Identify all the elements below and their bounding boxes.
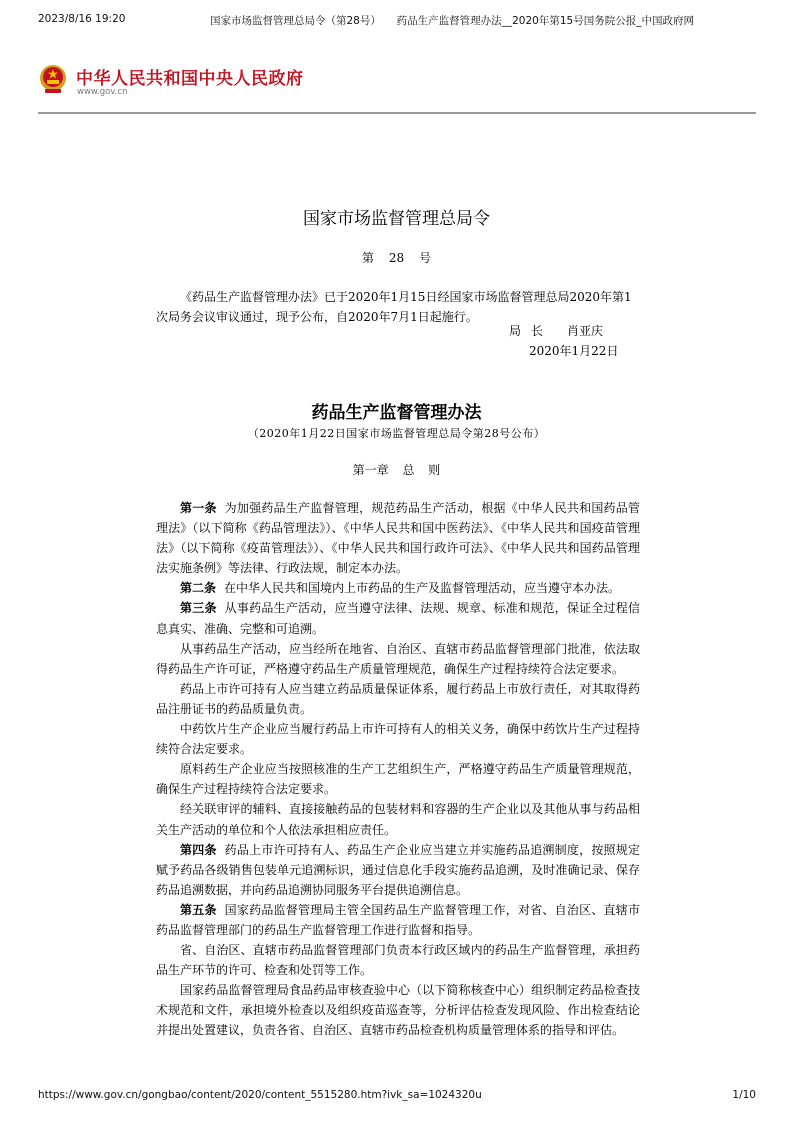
article-paragraph: [156, 578, 640, 598]
article-text: 药品上市许可持有人应当建立药品质量保证体系，履行药品上市放行责任，对其取得药品注册证书的药品质量负责。: [156, 681, 640, 716]
article-paragraph: [156, 980, 640, 1040]
print-url: https://www.gov.cn/gongbao/content/2020/content_5515280.htm?ivk_sa=1024320u: [38, 1089, 482, 1101]
regulation-title: 药品生产监督管理办法: [311, 403, 482, 423]
header-divider: [38, 112, 756, 114]
regulation-subtitle: （2020年1月22日国家市场监督管理总局令第28号公布）: [247, 427, 546, 440]
order-title: 国家市场监督管理总局令: [303, 209, 490, 229]
site-url[interactable]: www.gov.cn: [77, 87, 128, 97]
article-paragraph: [156, 759, 640, 799]
article-text: 为加强药品生产监督管理，规范药品生产活动，根据《中华人民共和国药品管理法》（以下简称《药品管理法》）、《中华人民共和国中医药法》、《中华人民共和国疫苗管理法》（以下简称《疫苗管理法》）、《中华人民共和国行政许可法》、《中华人民共和国药品管理法实施条例》等法律、行政法规，制定本办法。: [156, 501, 640, 576]
article-text: 国家药品监督管理局食品药品审核查验中心（以下简称核查中心）组织制定药品检查技术规范和文件，承担境外检查以及组织疫苗巡查等，分析评估检查发现风险、作出检查结论并提出处置建议，负责各省、自治区、直辖市药品检查机构质量管理体系的指导和评估。: [156, 983, 640, 1038]
article-body: [156, 498, 640, 1041]
article-paragraph: [156, 900, 640, 940]
article-paragraph: [156, 498, 640, 578]
order-number: 第 28 号: [362, 251, 431, 265]
article-label: 第二条: [180, 581, 217, 596]
article-text: 从事药品生产活动，应当经所在地省、自治区、直辖市药品监督管理部门批准，依法取得药品生产许可证，严格遵守药品生产质量管理规范，确保生产过程持续符合法定要求。: [156, 641, 640, 676]
article-label: 第一条: [180, 501, 217, 515]
article-text: 中药饮片生产企业应当履行药品上市许可持有人的相关义务，确保中药饮片生产过程持续符合法定要求。: [156, 722, 640, 757]
article-text: 省、自治区、直辖市药品监督管理部门负责本行政区域内的药品生产监督管理，承担药品生产环节的许可、检查和处罚等工作。: [156, 943, 640, 978]
national-emblem-icon: [38, 63, 68, 95]
article-paragraph: [156, 799, 640, 839]
article-paragraph: [156, 639, 640, 679]
article-label: 第三条: [180, 601, 217, 616]
print-page-number: 1/10: [732, 1089, 756, 1101]
article-text: 原料药生产企业应当按照核准的生产工艺组织生产，严格遵守药品生产质量管理规范，确保生产过程持续符合法定要求。: [156, 762, 640, 797]
article-text: 从事药品生产活动，应当遵守法律、法规、规章、标准和规范，保证全过程信息真实、准确、完整和可追溯。: [156, 601, 640, 636]
article-text: 经关联审评的辅料、直接接触药品的包装材料和容器的生产企业以及其他从事与药品相关生产活动的单位和个人依法承担相应责任。: [156, 802, 640, 837]
article-label: 第四条: [180, 842, 217, 857]
article-paragraph: [156, 719, 640, 759]
article-text: 药品上市许可持有人、药品生产企业应当建立并实施药品追溯制度，按照规定赋予药品各级销售包装单元追溯标识，通过信息化手段实施药品追溯，及时准确记录、保存药品追溯数据，并向药品追溯协同服务平台提供追溯信息。: [156, 842, 640, 897]
print-datetime: 2023/8/16 19:20: [38, 13, 126, 25]
order-date: 2020年1月22日: [529, 344, 619, 358]
article-text: 在中华人民共和国境内上市药品的生产及监督管理活动，应当遵守本办法。: [224, 581, 621, 596]
article-paragraph: [156, 840, 640, 900]
article-paragraph: [156, 679, 640, 719]
promulgation-text: 《药品生产监督管理办法》已于2020年1月15日经国家市场监督管理总局2020年第1次局务会议审议通过，现予公布，自2020年7月1日起施行。: [156, 290, 632, 324]
article-text: 国家药品监督管理局主管全国药品生产监督管理工作，对省、自治区、直辖市药品监督管理部门的药品生产监督管理工作进行监督和指导。: [156, 902, 640, 937]
article-paragraph: [156, 598, 640, 638]
chapter-heading: 第一章 总 则: [352, 463, 441, 477]
site-name[interactable]: 中华人民共和国中央人民政府: [76, 69, 304, 89]
signer: [509, 322, 603, 339]
article-paragraph: [156, 940, 640, 980]
print-page-title: 国家市场监督管理总局令（第28号） 药品生产监督管理办法__2020年第15号国务院公报_中国政府网: [210, 15, 694, 27]
article-label: 第五条: [180, 902, 217, 917]
signer-title: 局长: [509, 324, 554, 338]
signer-name: 肖亚庆: [567, 324, 604, 338]
